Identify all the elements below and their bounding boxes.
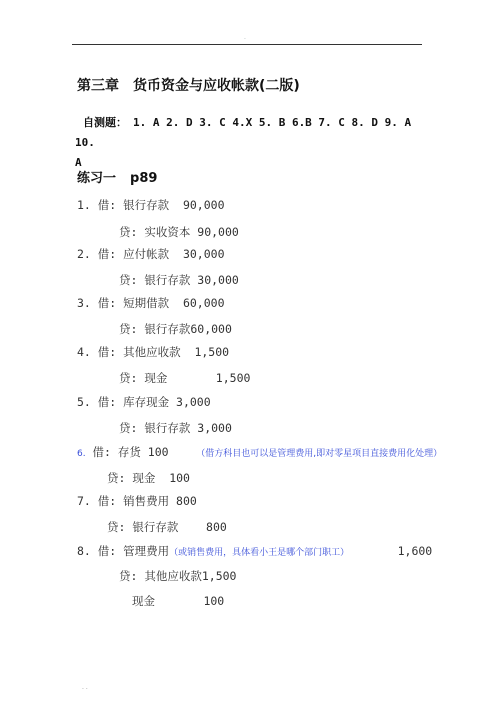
chapter-title: 货币资金与应收帐款(二版) [133, 78, 300, 94]
self-test-answer-list: 1. A 2. D 3. C 4.X 5. B 6.B 7. C 8. D 9. A 10. [75, 116, 412, 149]
self-test-answer-tail: A [75, 156, 82, 169]
entry-4-credit: 贷: 现金 1,500 [119, 371, 251, 385]
entry-7-debit: 7. 借: 销售费用 800 [77, 494, 197, 508]
header-rule [72, 44, 422, 45]
section-heading [77, 167, 157, 186]
section-title: 练习一 [77, 171, 117, 186]
entry-1-debit: 1. 借: 银行存款 90,000 [77, 198, 225, 212]
entry-3-credit: 贷: 银行存款60,000 [119, 322, 232, 336]
entry-2-debit: 2. 借: 应付帐款 30,000 [77, 247, 225, 261]
entry-8-debit: 8. 借: 管理费用 [77, 544, 170, 558]
chapter-number: 第三章 [77, 78, 119, 94]
entry-2-credit: 贷: 银行存款 30,000 [119, 273, 239, 287]
entry-5-credit: 贷: 银行存款 3,000 [119, 421, 232, 435]
entry-6-debit: 借: 存货 100 [92, 445, 169, 459]
entry-8-credit: 贷: 其他应收款1,500 [119, 569, 237, 583]
entry-6-note: （借方科目也可以是管理费用,即对零星项目直接费用化处理） [196, 449, 443, 459]
entry-6-credit: 贷: 现金 100 [107, 471, 190, 485]
header-dot: . [244, 34, 246, 41]
entry-3-debit: 3. 借: 短期借款 60,000 [77, 296, 225, 310]
chapter-heading [77, 75, 300, 95]
entry-7-credit: 贷: 银行存款 800 [107, 520, 227, 534]
self-test-answers [75, 113, 435, 173]
entry-6-number: 6. [77, 449, 86, 459]
entry-8-debit-line [77, 543, 432, 559]
entry-4-debit: 4. 借: 其他应收款 1,500 [77, 345, 230, 359]
entry-1-credit: 贷: 实收资本 90,000 [119, 225, 239, 239]
entry-6-debit-line [77, 444, 442, 460]
entry-8-credit-2: 现金 100 [132, 594, 225, 608]
footer-dots: . . [82, 684, 88, 691]
self-test-label: 自测题： [83, 116, 127, 129]
section-page-ref: p89 [130, 171, 158, 186]
entry-8-amount: 1,600 [397, 544, 433, 558]
entry-5-debit: 5. 借: 库存现金 3,000 [77, 395, 211, 409]
entry-8-note: （或销售费用，具体看小王是哪个部门职工） [169, 548, 350, 558]
